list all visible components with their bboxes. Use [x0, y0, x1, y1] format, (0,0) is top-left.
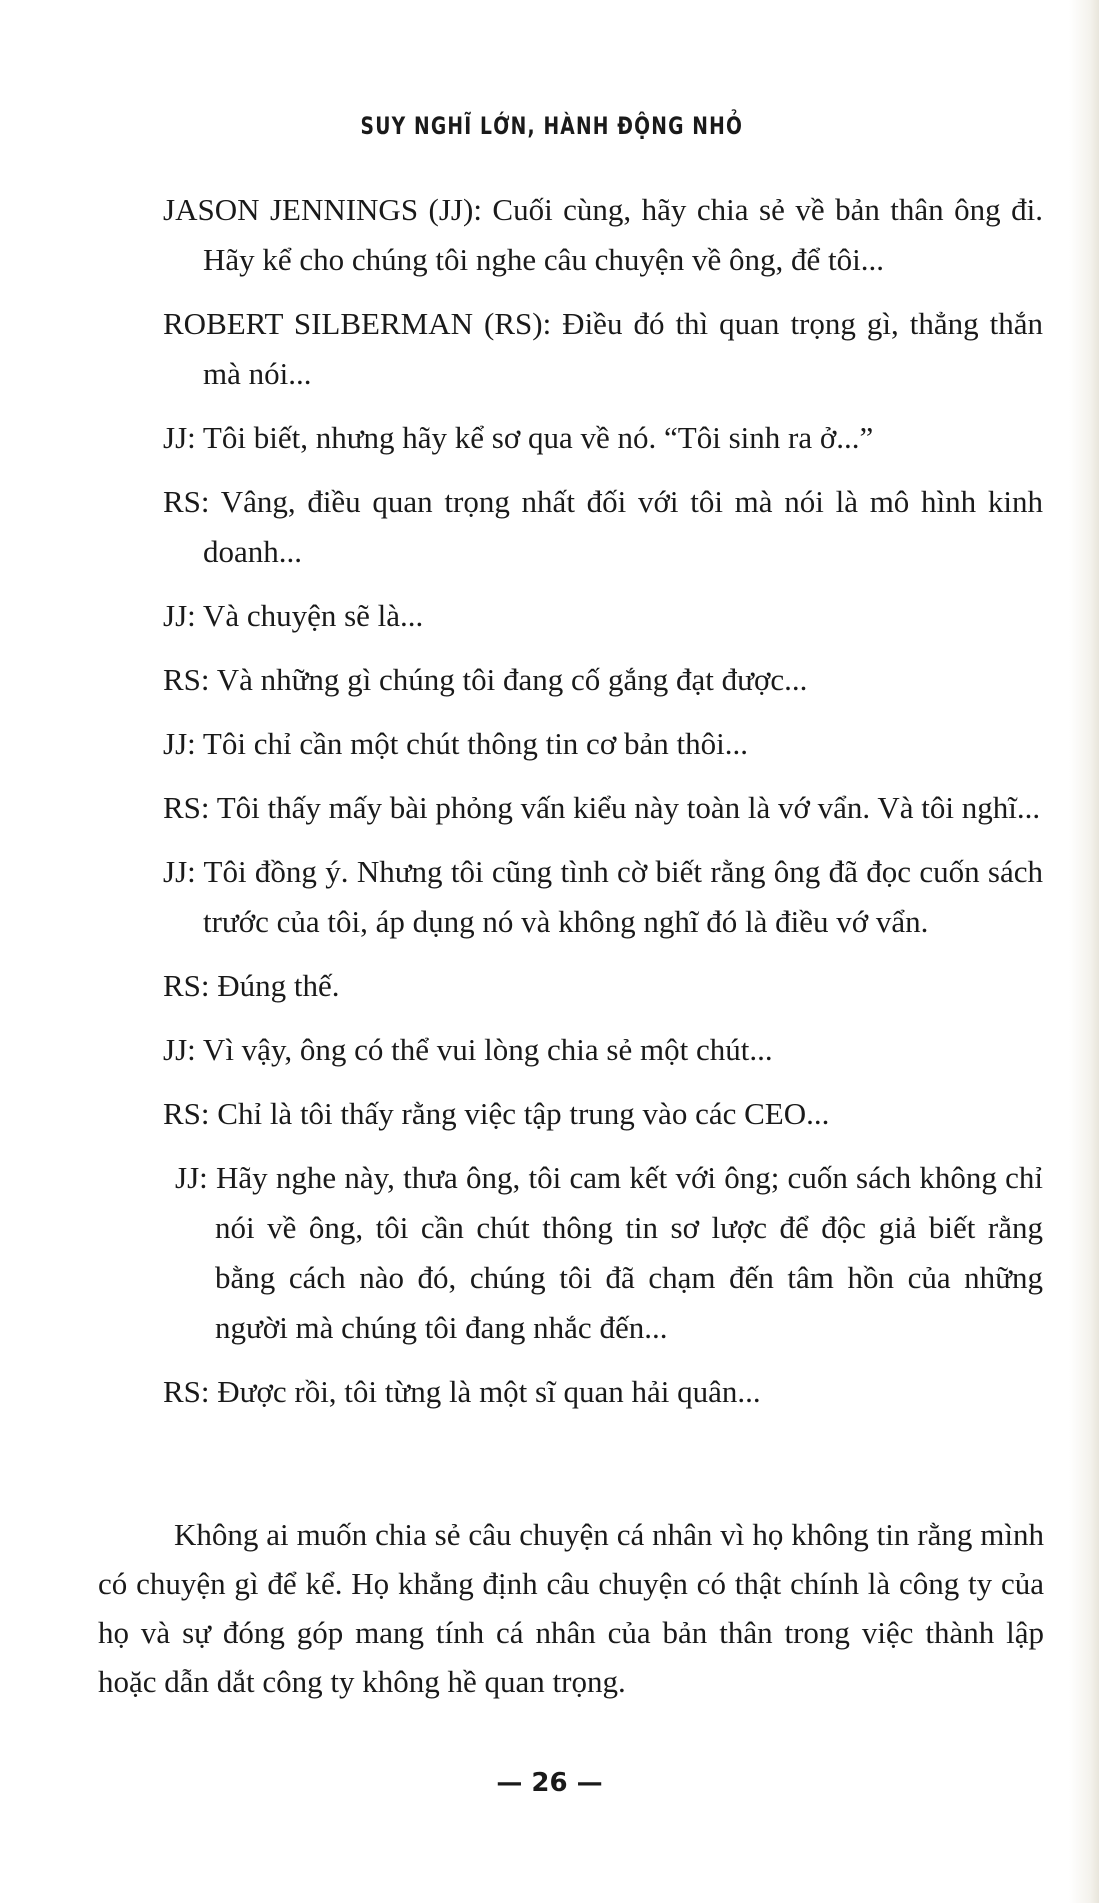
- body-paragraph: Không ai muốn chia sẻ câu chuyện cá nhân vì họ không tin rằng mình có chuyện gì để kể. Họ khẳng định câu chuyện có thật chính là công ty của họ và sự đóng góp mang tính cá nhân của bản thân trong việc thành lập hoặc dẫn dắt công ty không hề quan trọng.: [98, 1517, 1044, 1699]
- dialogue-line: RS: Và những gì chúng tôi đang cố gắng đạt được...: [163, 662, 808, 697]
- dialogue-line: RS: Tôi thấy mấy bài phỏng vấn kiểu này toàn là vớ vẩn. Và tôi nghĩ...: [163, 790, 1041, 825]
- dialogue-line: RS: Được rồi, tôi từng là một sĩ quan hải quân...: [163, 1374, 761, 1409]
- interview-dialogue: [163, 185, 1043, 1431]
- dialogue-line: JJ: Vì vậy, ông có thể vui lòng chia sẻ một chút...: [163, 1032, 773, 1067]
- dialogue-line: JJ: Hãy nghe này, thưa ông, tôi cam kết với ông; cuốn sách không chỉ nói về ông, tôi cần chút thông tin sơ lược để độc giả biết rằng bằng cách nào đó, chúng tôi đã chạm đến tâm hồn của những người mà chúng tôi đang nhắc đến...: [175, 1160, 1043, 1345]
- page-edge-shadow: [1069, 0, 1099, 1903]
- dialogue-line: RS: Vâng, điều quan trọng nhất đối với tôi mà nói là mô hình kinh doanh...: [163, 484, 1043, 569]
- dialogue-line: JJ: Tôi chỉ cần một chút thông tin cơ bản thôi...: [163, 726, 748, 761]
- dialogue-line: JJ: Tôi biết, nhưng hãy kể sơ qua về nó. “Tôi sinh ra ở...”: [163, 420, 874, 455]
- dialogue-line: ROBERT SILBERMAN (RS): Điều đó thì quan trọng gì, thẳng thắn mà nói...: [163, 306, 1043, 391]
- dialogue-line: JJ: Và chuyện sẽ là...: [163, 598, 424, 633]
- page-number: — 26 —: [496, 1768, 603, 1798]
- dialogue-line: RS: Chỉ là tôi thấy rằng việc tập trung vào các CEO...: [163, 1096, 830, 1131]
- dialogue-line: JASON JENNINGS (JJ): Cuối cùng, hãy chia sẻ về bản thân ông đi. Hãy kể cho chúng tôi nghe câu chuyện về ông, để tôi...: [163, 192, 1043, 277]
- running-head: SUY NGHĨ LỚN, HÀNH ĐỘNG NHỎ: [360, 112, 744, 140]
- dialogue-line: JJ: Tôi đồng ý. Nhưng tôi cũng tình cờ biết rằng ông đã đọc cuốn sách trước của tôi, áp dụng nó và không nghĩ đó là điều vớ vẩn.: [163, 854, 1043, 939]
- dialogue-line: RS: Đúng thế.: [163, 968, 340, 1003]
